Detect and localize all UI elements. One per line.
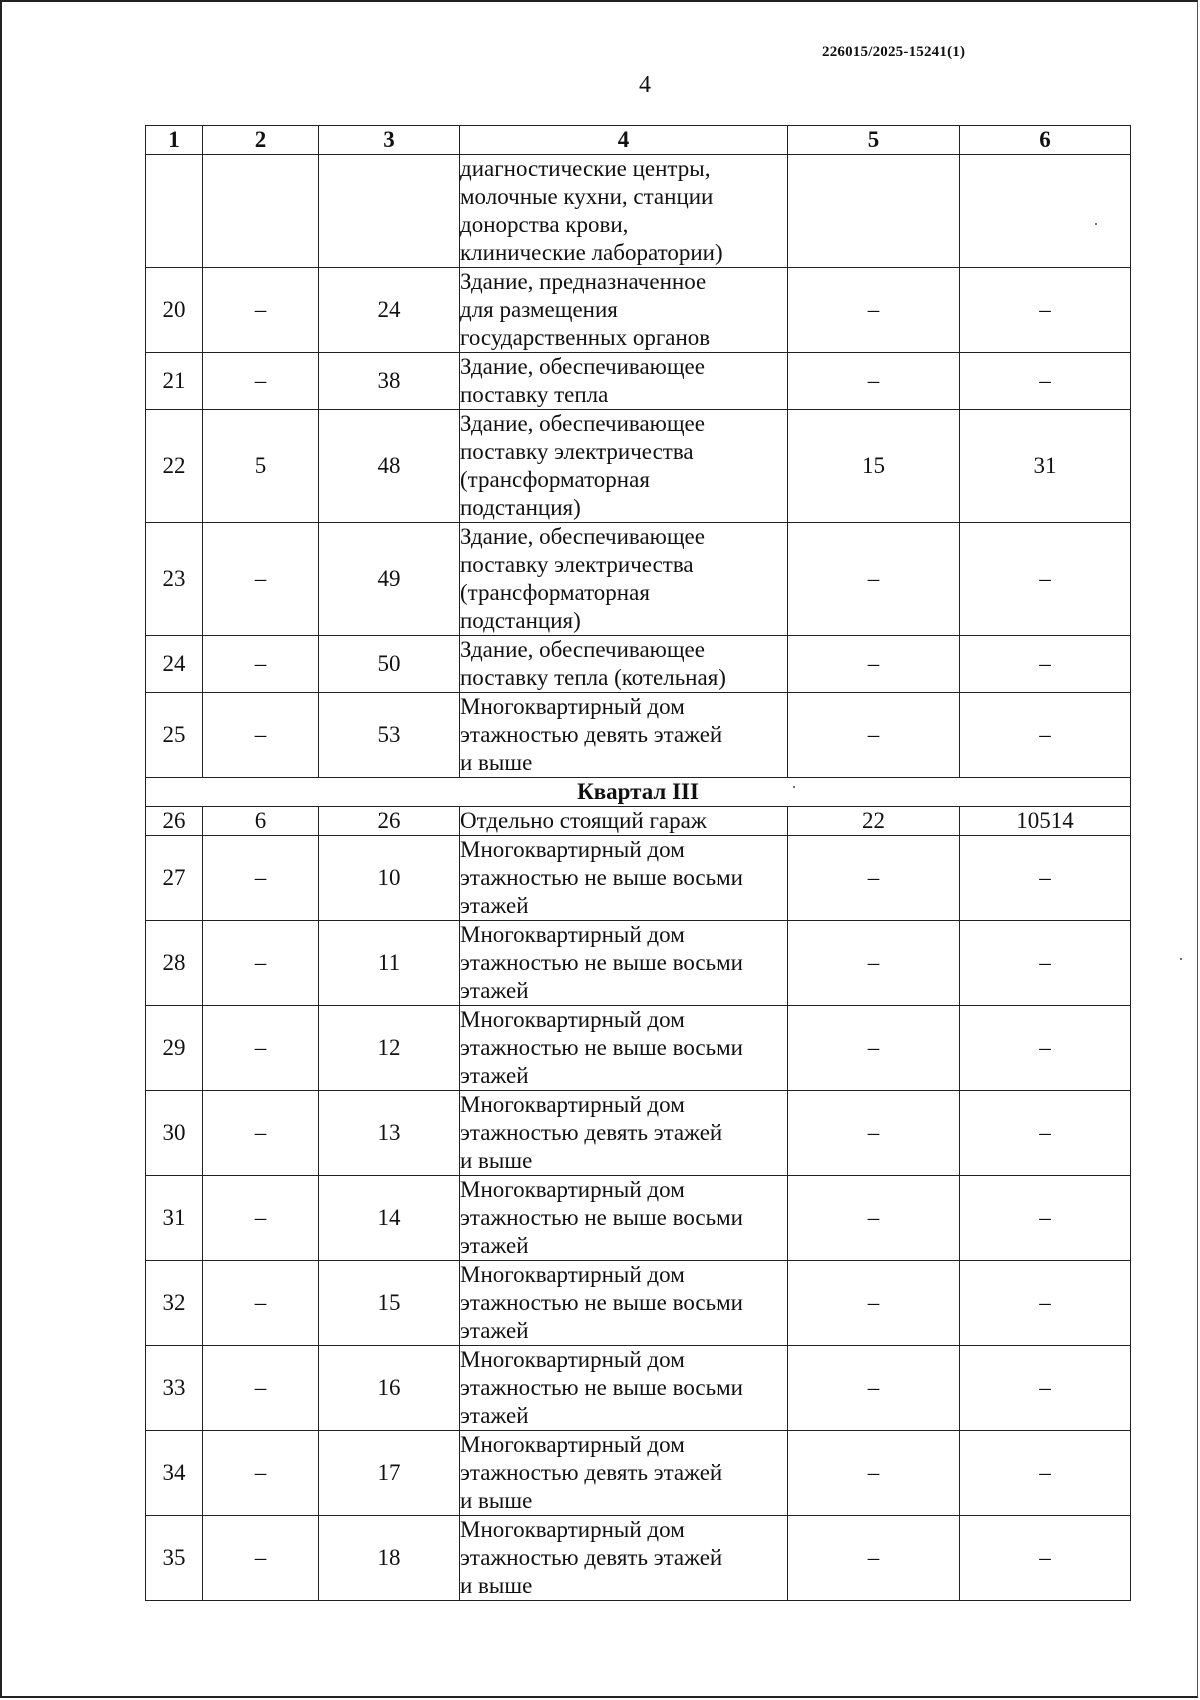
table-row (146, 1176, 1131, 1261)
column-5-cell: – (788, 523, 960, 636)
table-row (146, 1261, 1131, 1346)
column-3-cell: 50 (319, 636, 460, 693)
description-line: этажностью не выше восьми (460, 950, 743, 975)
column-2-cell (203, 155, 319, 268)
description-line: Здание, обеспечивающее (460, 411, 705, 436)
column-5-cell: – (788, 836, 960, 921)
column-5-cell: – (788, 353, 960, 410)
description-line: этажей (460, 893, 529, 918)
column-3-cell: 53 (319, 693, 460, 778)
column-3-cell: 26 (319, 807, 460, 836)
column-header-1: 1 (146, 126, 203, 155)
column-2-cell: – (203, 1261, 319, 1346)
table-row (146, 410, 1131, 523)
column-5-cell: – (788, 693, 960, 778)
column-5-cell: – (788, 1006, 960, 1091)
description-cell (460, 693, 788, 778)
section-row (146, 778, 1131, 807)
description-line: клинические лаборатории) (460, 240, 723, 265)
description-cell (460, 1261, 788, 1346)
description-line: Многоквартирный дом (460, 1432, 685, 1457)
column-5-cell: – (788, 921, 960, 1006)
column-5-cell: – (788, 1261, 960, 1346)
description-line: государственных органов (460, 325, 711, 350)
table-row (146, 921, 1131, 1006)
table-header-row (146, 126, 1131, 155)
column-6-cell: – (960, 523, 1131, 636)
column-2-cell: – (203, 1006, 319, 1091)
column-6-cell: – (960, 693, 1131, 778)
description-line: этажностью не выше восьми (460, 1205, 743, 1230)
column-5-cell: – (788, 636, 960, 693)
column-5-cell: – (788, 268, 960, 353)
description-line: Многоквартирный дом (460, 1347, 685, 1372)
description-line: (трансформаторная (460, 580, 650, 605)
description-line: поставку электричества (460, 439, 694, 464)
description-line: подстанция) (460, 608, 581, 633)
column-3-cell: 11 (319, 921, 460, 1006)
table-row (146, 523, 1131, 636)
row-number-cell: 30 (146, 1091, 203, 1176)
column-2-cell: – (203, 836, 319, 921)
description-cell (460, 268, 788, 353)
column-header-4: 4 (460, 126, 788, 155)
column-3-cell: 49 (319, 523, 460, 636)
column-3-cell: 16 (319, 1346, 460, 1431)
column-6-cell: – (960, 1431, 1131, 1516)
description-line: этажностью не выше восьми (460, 1290, 743, 1315)
table-row (146, 268, 1131, 353)
description-line: этажей (460, 1233, 529, 1258)
description-line: этажностью девять этажей (460, 1460, 723, 1485)
scan-speck (1095, 223, 1097, 225)
row-number-cell: 28 (146, 921, 203, 1006)
row-number-cell: 32 (146, 1261, 203, 1346)
table-row (146, 636, 1131, 693)
column-6-cell: – (960, 1176, 1131, 1261)
row-number-cell: 24 (146, 636, 203, 693)
column-2-cell: – (203, 1431, 319, 1516)
table-row (146, 807, 1131, 836)
row-number-cell: 25 (146, 693, 203, 778)
description-cell (460, 1516, 788, 1601)
description-line: и выше (460, 1573, 533, 1598)
description-line: Многоквартирный дом (460, 922, 685, 947)
description-line: Многоквартирный дом (460, 1262, 685, 1287)
description-line: этажностью не выше восьми (460, 1035, 743, 1060)
page-number: 4 (639, 72, 651, 98)
table-row (146, 693, 1131, 778)
column-5-cell: – (788, 1431, 960, 1516)
table-body (146, 155, 1131, 1601)
description-line: Многоквартирный дом (460, 1517, 685, 1542)
table-row (146, 1346, 1131, 1431)
column-3-cell: 18 (319, 1516, 460, 1601)
row-number-cell: 21 (146, 353, 203, 410)
column-5-cell (788, 155, 960, 268)
table-row (146, 353, 1131, 410)
description-line: (трансформаторная (460, 467, 650, 492)
column-6-cell: – (960, 1346, 1131, 1431)
description-cell (460, 1346, 788, 1431)
description-line: молочные кухни, станции (460, 184, 714, 209)
column-3-cell: 13 (319, 1091, 460, 1176)
column-2-cell: – (203, 268, 319, 353)
column-2-cell: – (203, 523, 319, 636)
row-number-cell: 34 (146, 1431, 203, 1516)
column-6-cell: – (960, 1516, 1131, 1601)
description-line: этажей (460, 1403, 529, 1428)
description-line: Многоквартирный дом (460, 1007, 685, 1032)
description-line: этажей (460, 1063, 529, 1088)
section-title: Квартал III (146, 778, 1131, 807)
column-header-3: 3 (319, 126, 460, 155)
column-header-6: 6 (960, 126, 1131, 155)
column-6-cell: – (960, 1091, 1131, 1176)
description-cell (460, 1431, 788, 1516)
row-number-cell: 23 (146, 523, 203, 636)
description-line: поставку тепла (460, 382, 609, 407)
column-3-cell: 48 (319, 410, 460, 523)
table-row (146, 1006, 1131, 1091)
column-6-cell: – (960, 836, 1131, 921)
column-3-cell: 17 (319, 1431, 460, 1516)
column-3-cell: 10 (319, 836, 460, 921)
column-6-cell (960, 155, 1131, 268)
description-line: Многоквартирный дом (460, 1092, 685, 1117)
description-line: Многоквартирный дом (460, 1177, 685, 1202)
description-line: этажностью девять этажей (460, 722, 723, 747)
description-line: этажностью девять этажей (460, 1120, 723, 1145)
description-cell (460, 921, 788, 1006)
description-line: поставку электричества (460, 552, 694, 577)
description-cell (460, 1091, 788, 1176)
description-cell (460, 155, 788, 268)
column-3-cell (319, 155, 460, 268)
description-cell (460, 353, 788, 410)
column-header-2: 2 (203, 126, 319, 155)
table-row (146, 1431, 1131, 1516)
description-line: подстанция) (460, 495, 581, 520)
table-row (146, 1091, 1131, 1176)
description-line: этажей (460, 978, 529, 1003)
column-2-cell: – (203, 1516, 319, 1601)
column-2-cell: 6 (203, 807, 319, 836)
description-line: этажностью не выше восьми (460, 865, 743, 890)
description-line: диагностические центры, (460, 156, 711, 181)
description-cell (460, 1176, 788, 1261)
description-line: этажностью девять этажей (460, 1545, 723, 1570)
description-line: Многоквартирный дом (460, 694, 685, 719)
column-6-cell: – (960, 1261, 1131, 1346)
row-number-cell: 20 (146, 268, 203, 353)
description-cell (460, 1006, 788, 1091)
column-5-cell: – (788, 1091, 960, 1176)
row-number-cell: 33 (146, 1346, 203, 1431)
column-2-cell: 5 (203, 410, 319, 523)
description-cell (460, 836, 788, 921)
description-line: поставку тепла (котельная) (460, 665, 726, 690)
column-5-cell: – (788, 1346, 960, 1431)
description-line: Здание, предназначенное (460, 269, 707, 294)
column-5-cell: – (788, 1176, 960, 1261)
row-number-cell: 29 (146, 1006, 203, 1091)
column-2-cell: – (203, 1176, 319, 1261)
description-line: и выше (460, 750, 533, 775)
row-number-cell: 35 (146, 1516, 203, 1601)
description-cell (460, 636, 788, 693)
description-line: и выше (460, 1488, 533, 1513)
column-6-cell: – (960, 1006, 1131, 1091)
table-row (146, 1516, 1131, 1601)
column-6-cell: – (960, 636, 1131, 693)
column-2-cell: – (203, 1346, 319, 1431)
column-2-cell: – (203, 353, 319, 410)
column-6-cell: – (960, 268, 1131, 353)
column-3-cell: 15 (319, 1261, 460, 1346)
column-3-cell: 24 (319, 268, 460, 353)
column-6-cell: 31 (960, 410, 1131, 523)
scan-speck (1180, 958, 1182, 960)
description-line: Многоквартирный дом (460, 837, 685, 862)
description-line: Отдельно стоящий гараж (460, 808, 707, 833)
description-line: Здание, обеспечивающее (460, 637, 705, 662)
row-number-cell: 27 (146, 836, 203, 921)
row-number-cell: 26 (146, 807, 203, 836)
row-number-cell: 22 (146, 410, 203, 523)
column-2-cell: – (203, 921, 319, 1006)
column-6-cell: 10514 (960, 807, 1131, 836)
column-3-cell: 38 (319, 353, 460, 410)
description-cell (460, 523, 788, 636)
column-6-cell: – (960, 921, 1131, 1006)
description-line: донорства крови, (460, 212, 629, 237)
column-3-cell: 14 (319, 1176, 460, 1261)
row-number-cell: 31 (146, 1176, 203, 1261)
column-6-cell: – (960, 353, 1131, 410)
column-5-cell: 15 (788, 410, 960, 523)
description-line: и выше (460, 1148, 533, 1173)
description-cell (460, 410, 788, 523)
description-line: этажностью не выше восьми (460, 1375, 743, 1400)
table-row (146, 155, 1131, 268)
column-5-cell: 22 (788, 807, 960, 836)
scan-speck (793, 786, 795, 788)
column-header-5: 5 (788, 126, 960, 155)
column-3-cell: 12 (319, 1006, 460, 1091)
registry-table (145, 125, 1131, 1601)
column-2-cell: – (203, 693, 319, 778)
description-line: Здание, обеспечивающее (460, 524, 705, 549)
column-2-cell: – (203, 636, 319, 693)
column-2-cell: – (203, 1091, 319, 1176)
description-line: Здание, обеспечивающее (460, 354, 705, 379)
description-line: этажей (460, 1318, 529, 1343)
description-line: для размещения (460, 297, 618, 322)
row-number-cell (146, 155, 203, 268)
document-id: 226015/2025-15241(1) (822, 44, 966, 60)
column-5-cell: – (788, 1516, 960, 1601)
table-row (146, 836, 1131, 921)
description-cell (460, 807, 788, 836)
